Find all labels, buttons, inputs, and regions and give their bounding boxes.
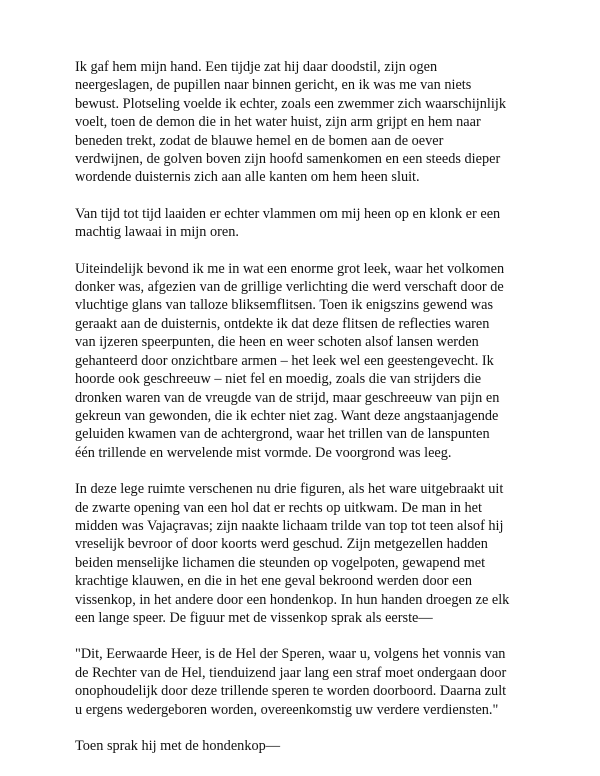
paragraph-2: Van tijd tot tijd laaiden er echter vlammen om mij heen op en klonk er een machtig lawaai in mijn oren. — [75, 205, 501, 241]
paragraph-5: "Dit, Eerwaarde Heer, is de Hel der Speren, waar u, volgens het vonnis van de Rechter van de Hel, tienduizend jaar lang een straf moet ondergaan door onophoudelijk door deze trillende speren te worden doorboord. Daarna zult u ergens wedergeboren worden, overeenkomstig uw verdere verdiensten." — [75, 646, 507, 718]
document-page — [75, 58, 537, 773]
paragraph-6: Toen sprak hij met de hondenkop— — [75, 738, 281, 754]
paragraph-4: In deze lege ruimte verschenen nu drie figuren, als het ware uitgebraakt uit de zwarte opening van een hol dat er rechts op uitkwam. De man in het midden was Vajaçravas; zijn naakte lichaam trilde van top tot teen alsof hij vreselijk bevroor of door koorts werd geschud. Zijn metgezellen hadden beiden menselijke lichamen die steunden op vogelpoten, gewapend met krachtige klauwen, en die in het ene geval bekroond werden door een vissenkop, in het andere door een hondenkop. In hun handen droegen ze elk een lange speer. De figuur met de vissenkop sprak als eerste— — [75, 481, 510, 626]
paragraph-3: Uiteindelijk bevond ik me in wat een enorme grot leek, waar het volkomen donker was, afgezien van de grillige verlichting die werd verschaft door de vluchtige glans van talloze bliksemflitsen. Toen ik enigszins gewend was geraakt aan de duisternis, ontdekte ik dat deze flitsen de reflecties waren van ijzeren speerpunten, die heen en weer schoten alsof lansen werden gehanteerd door onzichtbare armen – het leek wel een geestengevecht. Ik hoorde ook geschreeuw – niet fel en moedig, zoals die van strijders die dronken waren van de vreugde van de strijd, maar geschreeuw van pijn en gekreun van gewonden, die ik echter niet zag. Want deze angstaanjagende geluiden kwamen van de achtergrond, waar het trillen van de lanspunten één trillende en wervelende mist vormde. De voorgrond was leeg. — [75, 260, 505, 461]
paragraph-1: Ik gaf hem mijn hand. Een tijdje zat hij daar doodstil, zijn ogen neergeslagen, de pupillen naar binnen gericht, en ik was me van niets bewust. Plotseling voelde ik echter, zoals een zwemmer zich waarschijnlijk voelt, toen de demon die in het water huist, zijn arm grijpt en hem naar beneden trekt, zodat de blauwe hemel en de bomen aan de oever verdwijnen, de golven boven zijn hoofd samenkomen en een steeds dieper wordende duisternis zich aan alle kanten om hem heen sluit. — [75, 59, 506, 186]
